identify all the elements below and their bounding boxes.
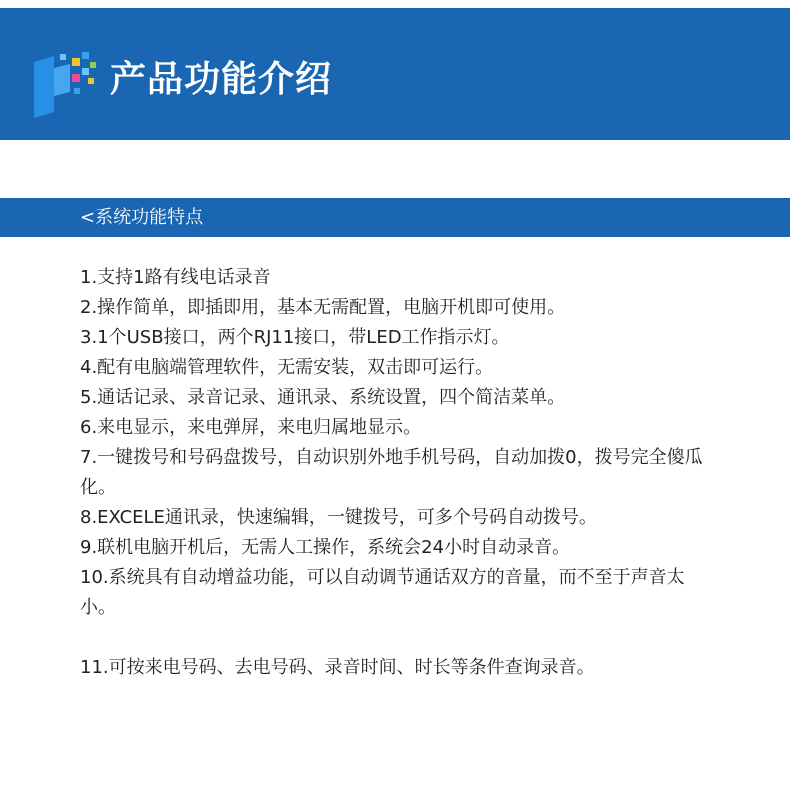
- brand-logo-icon: [30, 48, 100, 118]
- feature-item: 2.操作简单，即插即用，基本无需配置，电脑开机即可使用。: [80, 297, 566, 318]
- feature-item: 10.系统具有自动增益功能，可以自动调节通话双方的音量，而不至于声音太小。: [80, 567, 685, 618]
- feature-item: 7.一键拨号和号码盘拨号，自动识别外地手机号码，自动加拨0，拨号完全傻瓜化。: [80, 447, 703, 498]
- feature-item: 3.1个USB接口，两个RJ11接口，带LED工作指示灯。: [80, 327, 510, 348]
- header-banner: [0, 8, 790, 140]
- feature-item: 11.可按来电号码、去电号码、录音时间、时长等条件查询录音。: [80, 657, 595, 678]
- feature-item: 6.来电显示，来电弹屏，来电归属地显示。: [80, 417, 422, 438]
- page-title: 产品功能介绍: [110, 59, 333, 100]
- feature-item: 4.配有电脑端管理软件，无需安装，双击即可运行。: [80, 357, 494, 378]
- section-title: <系统功能特点: [80, 207, 204, 228]
- feature-list: [80, 263, 720, 683]
- feature-item: 8.EXCELE通讯录，快速编辑，一键拨号，可多个号码自动拨号。: [80, 507, 597, 528]
- feature-item: 5.通话记录、录音记录、通讯录、系统设置，四个简洁菜单。: [80, 387, 566, 408]
- feature-item: 1.支持1路有线电话录音: [80, 267, 271, 288]
- section-header: [0, 198, 790, 237]
- feature-item: 9.联机电脑开机后，无需人工操作，系统会24小时自动录音。: [80, 537, 571, 558]
